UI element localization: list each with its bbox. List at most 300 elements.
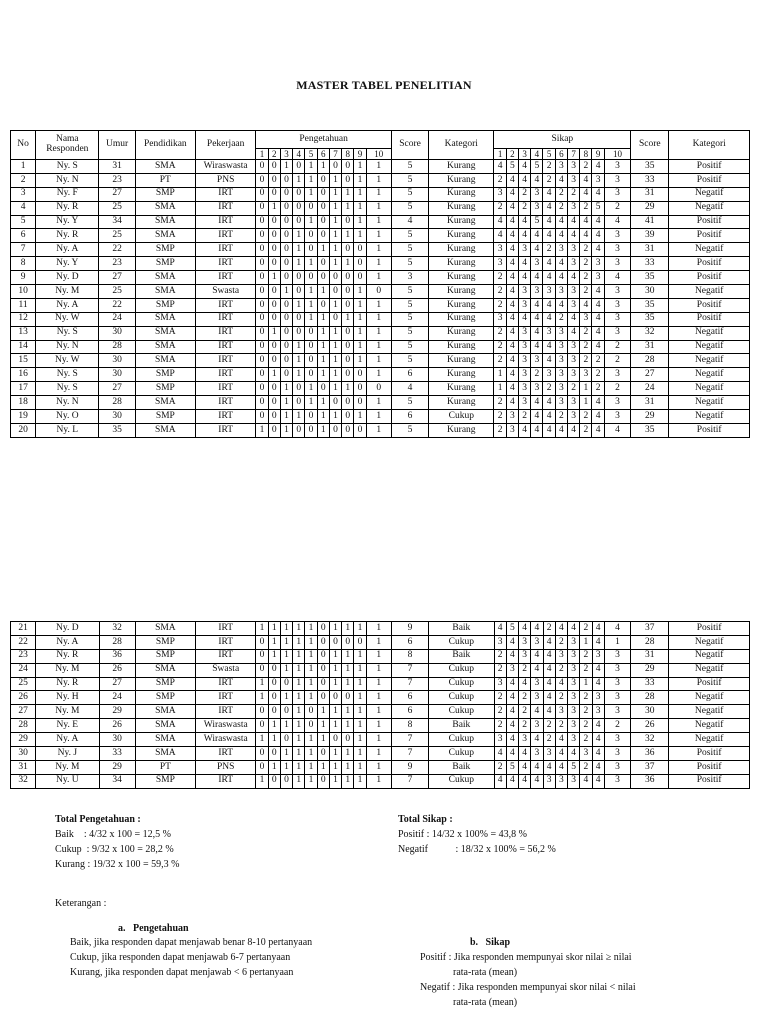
cell-pengetahuan-item: 0 — [256, 354, 268, 368]
cell-pengetahuan-item: 1 — [354, 173, 366, 187]
cell-kategori-sikap: Negatif — [669, 705, 750, 719]
cell-score-pengetahuan: 6 — [391, 705, 428, 719]
cell-sikap-item: 4 — [592, 774, 604, 788]
cell-pengetahuan-item: 1 — [366, 354, 391, 368]
cell-pengetahuan-item: 0 — [293, 423, 305, 437]
cell-pengetahuan-item: 0 — [329, 691, 341, 705]
cell-score-sikap: 29 — [631, 410, 669, 424]
cell-pengetahuan-item: 1 — [305, 677, 317, 691]
cell-sikap-item: 2 — [604, 719, 630, 733]
cell-pengetahuan-item: 1 — [305, 160, 317, 174]
cell-kategori-pengetahuan: Cukup — [429, 705, 494, 719]
cell-pendidikan: SMA — [135, 340, 195, 354]
cell-sikap-item: 1 — [580, 677, 592, 691]
cell-sikap-item: 3 — [518, 354, 530, 368]
cell-sikap-item: 4 — [592, 760, 604, 774]
cell-score-pengetahuan: 5 — [391, 243, 428, 257]
cell-pengetahuan-item: 1 — [354, 705, 366, 719]
cell-pengetahuan-item: 0 — [317, 173, 329, 187]
cell-sikap-item: 2 — [580, 423, 592, 437]
cell-pengetahuan-item: 1 — [268, 760, 280, 774]
cell-pengetahuan-item: 1 — [280, 423, 292, 437]
cell-pendidikan: SMP — [135, 368, 195, 382]
cell-sikap-item: 4 — [506, 243, 518, 257]
cell-pengetahuan-item: 0 — [342, 298, 354, 312]
cell-umur: 31 — [99, 160, 135, 174]
cell-sikap-item: 4 — [531, 312, 543, 326]
cell-kategori-sikap: Negatif — [669, 410, 750, 424]
cell-pengetahuan-item: 0 — [268, 298, 280, 312]
cell-sikap-item: 4 — [567, 215, 579, 229]
cell-sikap-item: 3 — [518, 298, 530, 312]
cell-pengetahuan-item: 0 — [305, 340, 317, 354]
cell-no: 9 — [11, 271, 36, 285]
cell-pengetahuan-item: 0 — [317, 229, 329, 243]
cell-pengetahuan-item: 1 — [329, 382, 341, 396]
cell-pengetahuan-item: 1 — [366, 719, 391, 733]
cell-pengetahuan-item: 0 — [354, 382, 366, 396]
cell-sikap-item: 2 — [580, 663, 592, 677]
cell-sikap-item: 5 — [506, 622, 518, 636]
cell-pengetahuan-item: 1 — [280, 691, 292, 705]
cell-score-sikap: 33 — [631, 173, 669, 187]
cell-pengetahuan-item: 1 — [366, 774, 391, 788]
cell-sikap-item: 4 — [543, 663, 555, 677]
cell-nama-responden: Ny. S — [36, 382, 99, 396]
cell-pengetahuan-item: 1 — [354, 312, 366, 326]
cell-nama-responden: Ny. W — [36, 312, 99, 326]
cell-pengetahuan-item: 1 — [366, 747, 391, 761]
cell-umur: 30 — [99, 368, 135, 382]
header-score-sikap: Score — [631, 131, 669, 160]
table-row — [11, 733, 750, 747]
cell-sikap-item: 4 — [494, 215, 506, 229]
header-sikap: Sikap — [494, 131, 631, 149]
cell-pengetahuan-item: 0 — [293, 271, 305, 285]
cell-score-pengetahuan: 5 — [391, 201, 428, 215]
table-row — [11, 635, 750, 649]
cell-pengetahuan-item: 1 — [280, 760, 292, 774]
cell-sikap-item: 3 — [568, 649, 580, 663]
cell-kategori-sikap: Positif — [669, 677, 750, 691]
cell-kategori-sikap: Negatif — [669, 201, 750, 215]
cell-kategori-pengetahuan: Kurang — [429, 229, 494, 243]
cell-sikap-item: 2 — [580, 160, 592, 174]
cell-sikap-item: 3 — [568, 677, 580, 691]
header-item-number: 2 — [506, 149, 518, 160]
cell-pengetahuan-item: 1 — [342, 649, 354, 663]
cell-nama-responden: Ny. H — [36, 691, 99, 705]
cell-score-sikap: 33 — [631, 257, 669, 271]
cell-pengetahuan-item: 1 — [280, 285, 292, 299]
cell-sikap-item: 3 — [568, 691, 580, 705]
cell-sikap-item: 2 — [580, 760, 592, 774]
cell-pengetahuan-item: 1 — [342, 229, 354, 243]
cell-pengetahuan-item: 1 — [329, 677, 341, 691]
cell-pengetahuan-item: 0 — [317, 774, 329, 788]
cell-pengetahuan-item: 1 — [366, 396, 391, 410]
cell-sikap-item: 2 — [555, 663, 567, 677]
cell-kategori-pengetahuan: Kurang — [429, 423, 494, 437]
cell-sikap-item: 3 — [555, 340, 567, 354]
header-nama-responden: Nama Responden — [36, 131, 99, 160]
cell-no: 21 — [11, 622, 36, 636]
cell-pengetahuan-item: 1 — [305, 691, 317, 705]
header-item-number: 5 — [305, 149, 317, 160]
cell-score-pengetahuan: 5 — [391, 285, 428, 299]
cell-sikap-item: 3 — [604, 705, 630, 719]
cell-pengetahuan-item: 1 — [256, 733, 268, 747]
table-row — [11, 312, 750, 326]
cell-pengetahuan-item: 0 — [280, 173, 292, 187]
cell-score-sikap: 32 — [631, 326, 669, 340]
cell-kategori-pengetahuan: Kurang — [429, 340, 494, 354]
cell-sikap-item: 2 — [494, 705, 506, 719]
cell-sikap-item: 2 — [580, 705, 592, 719]
cell-score-pengetahuan: 7 — [391, 733, 428, 747]
cell-pengetahuan-item: 0 — [305, 423, 317, 437]
cell-pengetahuan-item: 0 — [268, 340, 280, 354]
cell-pengetahuan-item: 1 — [354, 340, 366, 354]
cell-sikap-item: 4 — [592, 663, 604, 677]
cell-umur: 36 — [99, 649, 135, 663]
total-pengetahuan — [55, 812, 180, 872]
cell-no: 8 — [11, 257, 36, 271]
cell-no: 4 — [11, 201, 36, 215]
cell-pengetahuan-item: 1 — [342, 774, 354, 788]
cell-sikap-item: 2 — [592, 368, 604, 382]
keterangan-pengetahuan-line: Baik, jika responden dapat menjawab benar 8-10 pertanyaan — [70, 937, 313, 948]
cell-pengetahuan-item: 0 — [268, 187, 280, 201]
cell-score-pengetahuan: 5 — [391, 298, 428, 312]
cell-sikap-item: 4 — [531, 271, 543, 285]
header-item-number: 4 — [531, 149, 543, 160]
table-row — [11, 257, 750, 271]
cell-sikap-item: 5 — [506, 160, 518, 174]
cell-sikap-item: 4 — [568, 622, 580, 636]
cell-pengetahuan-item: 0 — [342, 691, 354, 705]
cell-pengetahuan-item: 0 — [317, 747, 329, 761]
cell-sikap-item: 4 — [567, 312, 579, 326]
cell-pengetahuan-item: 0 — [280, 677, 292, 691]
cell-kategori-sikap: Positif — [669, 160, 750, 174]
cell-score-pengetahuan: 5 — [391, 340, 428, 354]
cell-sikap-item: 4 — [519, 622, 531, 636]
cell-sikap-item: 4 — [506, 774, 518, 788]
cell-pengetahuan-item: 1 — [268, 649, 280, 663]
cell-no: 1 — [11, 160, 36, 174]
cell-sikap-item: 4 — [580, 215, 592, 229]
cell-pengetahuan-item: 0 — [268, 691, 280, 705]
cell-pengetahuan-item: 1 — [366, 173, 391, 187]
cell-sikap-item: 2 — [531, 368, 543, 382]
total-sikap — [398, 812, 556, 857]
cell-pengetahuan-item: 1 — [354, 201, 366, 215]
cell-pendidikan: SMP — [135, 691, 195, 705]
cell-pekerjaan: IRT — [196, 774, 256, 788]
page-title: MASTER TABEL PENELITIAN — [296, 78, 472, 92]
cell-nama-responden: Ny. Y — [36, 215, 99, 229]
cell-pengetahuan-item: 0 — [268, 410, 280, 424]
header-item-number: 8 — [342, 149, 354, 160]
cell-pengetahuan-item: 1 — [342, 663, 354, 677]
cell-sikap-item: 2 — [494, 663, 506, 677]
cell-sikap-item: 4 — [518, 312, 530, 326]
cell-sikap-item: 2 — [604, 201, 630, 215]
table-row — [11, 201, 750, 215]
cell-pengetahuan-item: 0 — [329, 396, 341, 410]
cell-pengetahuan-item: 0 — [317, 382, 329, 396]
cell-nama-responden: Ny. S — [36, 326, 99, 340]
cell-score-sikap: 31 — [631, 396, 669, 410]
cell-pengetahuan-item: 1 — [305, 747, 317, 761]
cell-pengetahuan-item: 1 — [366, 635, 391, 649]
cell-score-sikap: 35 — [631, 298, 669, 312]
cell-umur: 27 — [99, 677, 135, 691]
cell-kategori-sikap: Positif — [669, 747, 750, 761]
cell-pengetahuan-item: 0 — [329, 271, 341, 285]
cell-pengetahuan-item: 1 — [256, 774, 268, 788]
cell-pengetahuan-item: 0 — [256, 229, 268, 243]
cell-pengetahuan-item: 1 — [317, 326, 329, 340]
cell-sikap-item: 3 — [592, 691, 604, 705]
cell-sikap-item: 2 — [580, 257, 592, 271]
cell-sikap-item: 5 — [592, 201, 604, 215]
cell-sikap-item: 3 — [506, 663, 518, 677]
cell-nama-responden: Ny. M — [36, 705, 99, 719]
cell-umur: 28 — [99, 635, 135, 649]
cell-pengetahuan-item: 0 — [268, 243, 280, 257]
cell-pengetahuan-item: 1 — [366, 705, 391, 719]
cell-sikap-item: 3 — [519, 733, 531, 747]
cell-sikap-item: 4 — [519, 747, 531, 761]
cell-pengetahuan-item: 1 — [329, 719, 341, 733]
cell-sikap-item: 2 — [519, 691, 531, 705]
header-item-number: 1 — [494, 149, 506, 160]
cell-umur: 26 — [99, 663, 135, 677]
cell-sikap-item: 4 — [604, 271, 630, 285]
cell-sikap-item: 2 — [494, 649, 506, 663]
cell-pengetahuan-item: 0 — [256, 747, 268, 761]
cell-sikap-item: 4 — [543, 677, 555, 691]
cell-pengetahuan-item: 0 — [342, 271, 354, 285]
cell-pengetahuan-item: 0 — [268, 396, 280, 410]
cell-sikap-item: 3 — [555, 160, 567, 174]
cell-score-pengetahuan: 8 — [391, 649, 428, 663]
cell-sikap-item: 4 — [518, 173, 530, 187]
cell-sikap-item: 3 — [494, 733, 506, 747]
cell-sikap-item: 4 — [592, 396, 604, 410]
cell-sikap-item: 4 — [555, 677, 567, 691]
cell-pengetahuan-item: 1 — [293, 229, 305, 243]
cell-sikap-item: 3 — [567, 285, 579, 299]
cell-sikap-item: 4 — [506, 340, 518, 354]
cell-sikap-item: 5 — [568, 760, 580, 774]
cell-pengetahuan-item: 1 — [317, 312, 329, 326]
cell-pengetahuan-item: 0 — [342, 215, 354, 229]
keterangan-pengetahuan-line: Cukup, jika responden dapat menjawab 6-7 pertanyaan — [70, 952, 291, 963]
cell-pengetahuan-item: 0 — [317, 187, 329, 201]
cell-kategori-pengetahuan: Kurang — [429, 326, 494, 340]
cell-pekerjaan: IRT — [195, 340, 255, 354]
cell-pengetahuan-item: 1 — [342, 257, 354, 271]
table-row — [11, 160, 750, 174]
cell-pendidikan: SMA — [135, 229, 195, 243]
cell-sikap-item: 3 — [494, 312, 506, 326]
cell-kategori-sikap: Negatif — [669, 635, 750, 649]
cell-score-sikap: 35 — [631, 423, 669, 437]
cell-pengetahuan-item: 1 — [354, 747, 366, 761]
cell-pengetahuan-item: 1 — [329, 173, 341, 187]
cell-sikap-item: 4 — [543, 649, 555, 663]
cell-sikap-item: 3 — [567, 201, 579, 215]
cell-sikap-item: 4 — [518, 423, 530, 437]
cell-sikap-item: 3 — [531, 719, 543, 733]
cell-sikap-item: 2 — [494, 423, 506, 437]
cell-pengetahuan-item: 1 — [293, 243, 305, 257]
cell-sikap-item: 3 — [604, 257, 630, 271]
cell-sikap-item: 2 — [580, 410, 592, 424]
cell-sikap-item: 4 — [506, 705, 518, 719]
cell-pengetahuan-item: 0 — [280, 705, 292, 719]
cell-pekerjaan: IRT — [195, 423, 255, 437]
cell-pengetahuan-item: 0 — [293, 215, 305, 229]
cell-pengetahuan-item: 1 — [329, 187, 341, 201]
cell-pengetahuan-item: 1 — [366, 622, 391, 636]
cell-sikap-item: 3 — [518, 243, 530, 257]
cell-pengetahuan-item: 1 — [268, 201, 280, 215]
cell-pengetahuan-item: 1 — [317, 243, 329, 257]
cell-sikap-item: 3 — [531, 257, 543, 271]
cell-sikap-item: 4 — [604, 423, 630, 437]
cell-kategori-sikap: Negatif — [669, 396, 750, 410]
header-kategori-sikap: Kategori — [669, 131, 750, 160]
cell-pengetahuan-item: 1 — [305, 396, 317, 410]
cell-sikap-item: 2 — [580, 733, 592, 747]
cell-pengetahuan-item: 0 — [354, 396, 366, 410]
cell-sikap-item: 4 — [494, 229, 506, 243]
cell-nama-responden: Ny. L — [36, 423, 99, 437]
table-row — [11, 173, 750, 187]
cell-sikap-item: 3 — [567, 243, 579, 257]
cell-nama-responden: Ny. R — [36, 677, 99, 691]
cell-nama-responden: Ny. R — [36, 649, 99, 663]
cell-pengetahuan-item: 1 — [280, 719, 292, 733]
cell-sikap-item: 4 — [543, 298, 555, 312]
cell-sikap-item: 3 — [543, 326, 555, 340]
cell-sikap-item: 4 — [494, 160, 506, 174]
cell-score-pengetahuan: 4 — [391, 382, 428, 396]
cell-pendidikan: SMA — [135, 719, 195, 733]
cell-sikap-item: 3 — [506, 410, 518, 424]
cell-pengetahuan-item: 1 — [342, 201, 354, 215]
cell-sikap-item: 3 — [494, 677, 506, 691]
cell-sikap-item: 4 — [506, 173, 518, 187]
cell-umur: 27 — [99, 187, 135, 201]
cell-nama-responden: Ny. E — [36, 719, 99, 733]
cell-score-sikap: 31 — [631, 649, 669, 663]
cell-sikap-item: 3 — [604, 160, 630, 174]
cell-pengetahuan-item: 0 — [280, 271, 292, 285]
cell-pengetahuan-item: 0 — [268, 160, 280, 174]
cell-sikap-item: 3 — [555, 354, 567, 368]
header-item-number: 7 — [329, 149, 341, 160]
cell-sikap-item: 4 — [580, 173, 592, 187]
cell-sikap-item: 4 — [543, 257, 555, 271]
cell-sikap-item: 4 — [567, 326, 579, 340]
cell-sikap-item: 2 — [592, 354, 604, 368]
cell-sikap-item: 3 — [518, 382, 530, 396]
cell-pengetahuan-item: 1 — [354, 719, 366, 733]
cell-no: 7 — [11, 243, 36, 257]
cell-pengetahuan-item: 0 — [280, 733, 292, 747]
cell-pengetahuan-item: 0 — [268, 285, 280, 299]
cell-pengetahuan-item: 0 — [305, 705, 317, 719]
cell-pengetahuan-item: 0 — [256, 326, 268, 340]
cell-kategori-pengetahuan: Kurang — [429, 271, 494, 285]
cell-sikap-item: 3 — [519, 635, 531, 649]
cell-sikap-item: 2 — [604, 382, 630, 396]
cell-score-sikap: 37 — [631, 622, 669, 636]
cell-kategori-sikap: Negatif — [669, 719, 750, 733]
cell-pengetahuan-item: 1 — [293, 649, 305, 663]
cell-score-sikap: 31 — [631, 340, 669, 354]
cell-pengetahuan-item: 1 — [366, 201, 391, 215]
cell-sikap-item: 4 — [555, 622, 567, 636]
cell-sikap-item: 1 — [580, 382, 592, 396]
cell-kategori-sikap: Negatif — [669, 691, 750, 705]
cell-pendidikan: SMA — [135, 215, 195, 229]
cell-umur: 22 — [99, 243, 135, 257]
cell-sikap-item: 3 — [494, 635, 506, 649]
cell-kategori-pengetahuan: Kurang — [429, 382, 494, 396]
cell-umur: 26 — [99, 719, 135, 733]
cell-pengetahuan-item: 1 — [256, 691, 268, 705]
cell-pekerjaan: IRT — [195, 382, 255, 396]
cell-kategori-sikap: Negatif — [669, 663, 750, 677]
cell-pengetahuan-item: 1 — [329, 354, 341, 368]
cell-pekerjaan: Wiraswasta — [196, 733, 256, 747]
cell-sikap-item: 4 — [506, 719, 518, 733]
header-item-number: 3 — [518, 149, 530, 160]
cell-umur: 30 — [99, 326, 135, 340]
cell-score-sikap: 35 — [631, 160, 669, 174]
cell-pendidikan: SMP — [135, 243, 195, 257]
cell-pengetahuan-item: 1 — [305, 173, 317, 187]
cell-pengetahuan-item: 1 — [366, 187, 391, 201]
cell-umur: 23 — [99, 257, 135, 271]
cell-sikap-item: 2 — [555, 312, 567, 326]
table-row — [11, 396, 750, 410]
cell-pengetahuan-item: 1 — [329, 760, 341, 774]
cell-sikap-item: 4 — [555, 229, 567, 243]
cell-sikap-item: 2 — [543, 622, 555, 636]
cell-sikap-item: 4 — [506, 635, 518, 649]
cell-score-sikap: 31 — [631, 243, 669, 257]
cell-pengetahuan-item: 0 — [354, 635, 366, 649]
cell-score-pengetahuan: 8 — [391, 719, 428, 733]
cell-sikap-item: 4 — [518, 215, 530, 229]
cell-umur: 27 — [99, 382, 135, 396]
cell-pengetahuan-item: 1 — [366, 257, 391, 271]
cell-nama-responden: Ny. M — [36, 663, 99, 677]
cell-sikap-item: 3 — [592, 257, 604, 271]
cell-sikap-item: 4 — [580, 298, 592, 312]
cell-sikap-item: 3 — [604, 760, 630, 774]
cell-kategori-sikap: Negatif — [669, 368, 750, 382]
cell-sikap-item: 3 — [592, 705, 604, 719]
cell-score-pengetahuan: 5 — [391, 312, 428, 326]
